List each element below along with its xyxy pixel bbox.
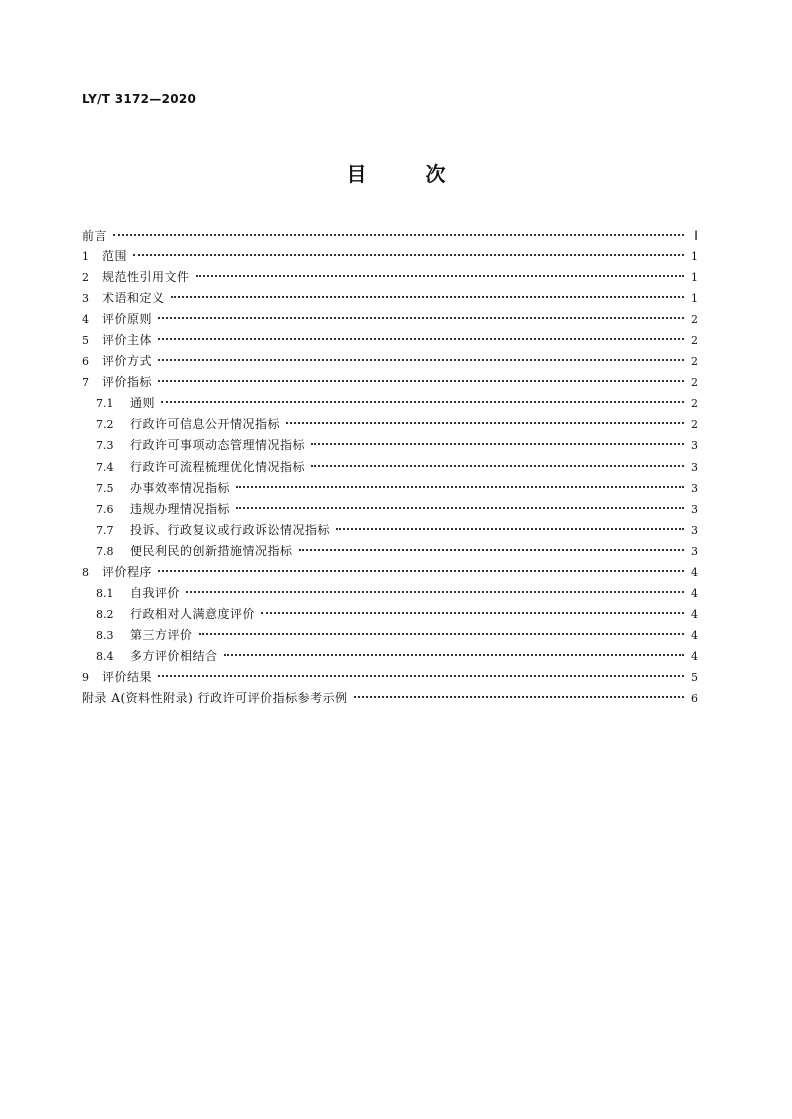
toc-entry[interactable]: [82, 288, 698, 309]
dot-leader: [161, 401, 684, 403]
toc-entry-number: 2: [82, 271, 89, 285]
toc-entry-page: 3: [691, 523, 698, 537]
toc-entry-page: 5: [691, 670, 698, 684]
toc-entry-page: 2: [691, 418, 698, 432]
toc-entry-number: 7.7: [96, 523, 114, 537]
toc-entry-number: 3: [82, 292, 89, 306]
toc-title: 目 次: [346, 162, 472, 186]
dot-leader: [311, 465, 684, 467]
toc-entry-number: 7.1: [96, 397, 114, 411]
toc-entry[interactable]: [82, 457, 698, 478]
toc-entry-number: 7.2: [96, 418, 114, 432]
toc-entry[interactable]: [82, 225, 698, 246]
toc-entry-page: 3: [691, 481, 698, 495]
toc-entry-number: 8.2: [96, 607, 114, 621]
toc-entry-page: 6: [691, 692, 698, 706]
dot-leader: [354, 696, 684, 698]
toc-entry-number: 7.6: [96, 502, 114, 516]
dot-leader: [261, 612, 684, 614]
toc-entry-label: 术语和定义: [102, 291, 165, 306]
toc-entry-number: 4: [82, 313, 89, 327]
dot-leader: [158, 380, 684, 382]
toc-entry-label: 办事效率情况指标: [130, 480, 231, 495]
toc-entry[interactable]: [82, 688, 698, 709]
toc-entry-number: 6: [82, 355, 89, 369]
dot-leader: [133, 254, 684, 256]
toc-entry[interactable]: [82, 646, 698, 667]
toc-entry-page: Ⅰ: [694, 228, 698, 243]
toc-entry[interactable]: [82, 604, 698, 625]
dot-leader: [236, 486, 684, 488]
toc-entry[interactable]: [82, 267, 698, 288]
toc-entry-number: 7.3: [96, 439, 114, 453]
toc-entry-label: 评价指标: [102, 375, 153, 390]
toc-entry-label: 自我评价: [130, 585, 181, 600]
toc-entry-page: 2: [691, 376, 698, 390]
toc-entry-label: 行政许可事项动态管理情况指标: [130, 438, 306, 453]
toc-entry-label: 违规办理情况指标: [130, 501, 231, 516]
toc-entry-number: 7.8: [96, 544, 114, 558]
toc-entry-page: 2: [691, 355, 698, 369]
toc-entry-label: 评价程序: [102, 564, 153, 579]
dot-leader: [299, 549, 684, 551]
table-of-contents: [82, 225, 698, 709]
dot-leader: [224, 654, 684, 656]
toc-entry-label: 行政许可流程梳理优化情况指标: [130, 459, 306, 474]
standard-code: LY/T 3172—2020: [82, 92, 197, 106]
toc-entry[interactable]: [82, 330, 698, 351]
dot-leader: [311, 443, 684, 445]
toc-entry-page: 3: [691, 439, 698, 453]
dot-leader: [158, 570, 684, 572]
toc-entry-label: 附录 A(资料性附录) 行政许可评价指标参考示例: [82, 691, 348, 706]
toc-entry-label: 评价原则: [102, 312, 153, 327]
toc-entry[interactable]: [82, 309, 698, 330]
dot-leader: [158, 317, 684, 319]
toc-entry[interactable]: [82, 541, 698, 562]
toc-entry[interactable]: [82, 520, 698, 541]
dot-leader: [236, 507, 684, 509]
toc-entry-page: 1: [691, 292, 698, 306]
toc-entry-number: 7.5: [96, 481, 114, 495]
toc-entry[interactable]: [82, 478, 698, 499]
toc-entry-page: 2: [691, 313, 698, 327]
toc-entry-label: 行政相对人满意度评价: [130, 606, 256, 621]
toc-entry-label: 投诉、行政复议或行政诉讼情况指标: [130, 522, 331, 537]
toc-entry-page: 1: [691, 271, 698, 285]
dot-leader: [196, 275, 684, 277]
toc-entry[interactable]: [82, 246, 698, 267]
toc-entry-label: 评价主体: [102, 333, 153, 348]
toc-entry-label: 行政许可信息公开情况指标: [130, 417, 281, 432]
toc-entry[interactable]: [82, 435, 698, 456]
toc-entry-page: 4: [691, 628, 698, 642]
toc-entry[interactable]: [82, 625, 698, 646]
toc-entry-label: 评价方式: [102, 354, 153, 369]
toc-entry[interactable]: [82, 583, 698, 604]
dot-leader: [158, 675, 684, 677]
toc-entry-number: 7.4: [96, 460, 114, 474]
toc-entry-label: 通则: [130, 396, 156, 411]
toc-entry-page: 3: [691, 502, 698, 516]
dot-leader: [158, 359, 684, 361]
toc-entry-page: 2: [691, 334, 698, 348]
toc-entry-page: 4: [691, 586, 698, 600]
dot-leader: [199, 633, 684, 635]
toc-entry-number: 5: [82, 334, 89, 348]
dot-leader: [113, 234, 684, 236]
dot-leader: [171, 296, 684, 298]
toc-entry-page: 4: [691, 565, 698, 579]
toc-entry-label: 评价结果: [102, 669, 153, 684]
toc-entry-label: 便民利民的创新措施情况指标: [130, 543, 293, 558]
toc-entry-label: 前言: [82, 229, 108, 243]
toc-entry-number: 8.4: [96, 649, 114, 663]
toc-entry-number: 8.1: [96, 586, 114, 600]
toc-entry-page: 1: [691, 250, 698, 264]
dot-leader: [158, 338, 684, 340]
toc-entry-number: 7: [82, 376, 89, 390]
toc-entry[interactable]: [82, 414, 698, 435]
toc-entry-page: 4: [691, 607, 698, 621]
toc-entry-label: 规范性引用文件: [102, 270, 190, 285]
dot-leader: [286, 422, 684, 424]
toc-entry-page: 4: [691, 649, 698, 663]
toc-entry-label: 范围: [102, 249, 128, 264]
toc-entry-number: 8: [82, 565, 89, 579]
toc-entry[interactable]: [82, 562, 698, 583]
toc-entry[interactable]: [82, 667, 698, 688]
toc-entry-page: 3: [691, 460, 698, 474]
dot-leader: [336, 528, 684, 530]
toc-entry-number: 1: [82, 250, 89, 264]
dot-leader: [186, 591, 684, 593]
toc-entry-number: 8.3: [96, 628, 114, 642]
toc-entry-label: 多方评价相结合: [130, 648, 218, 663]
toc-entry[interactable]: [82, 393, 698, 414]
toc-entry-number: 9: [82, 670, 89, 684]
toc-entry[interactable]: [82, 499, 698, 520]
toc-entry-page: 3: [691, 544, 698, 558]
toc-entry[interactable]: [82, 372, 698, 393]
toc-entry[interactable]: [82, 351, 698, 372]
toc-entry-page: 2: [691, 397, 698, 411]
toc-entry-label: 第三方评价: [130, 627, 193, 642]
